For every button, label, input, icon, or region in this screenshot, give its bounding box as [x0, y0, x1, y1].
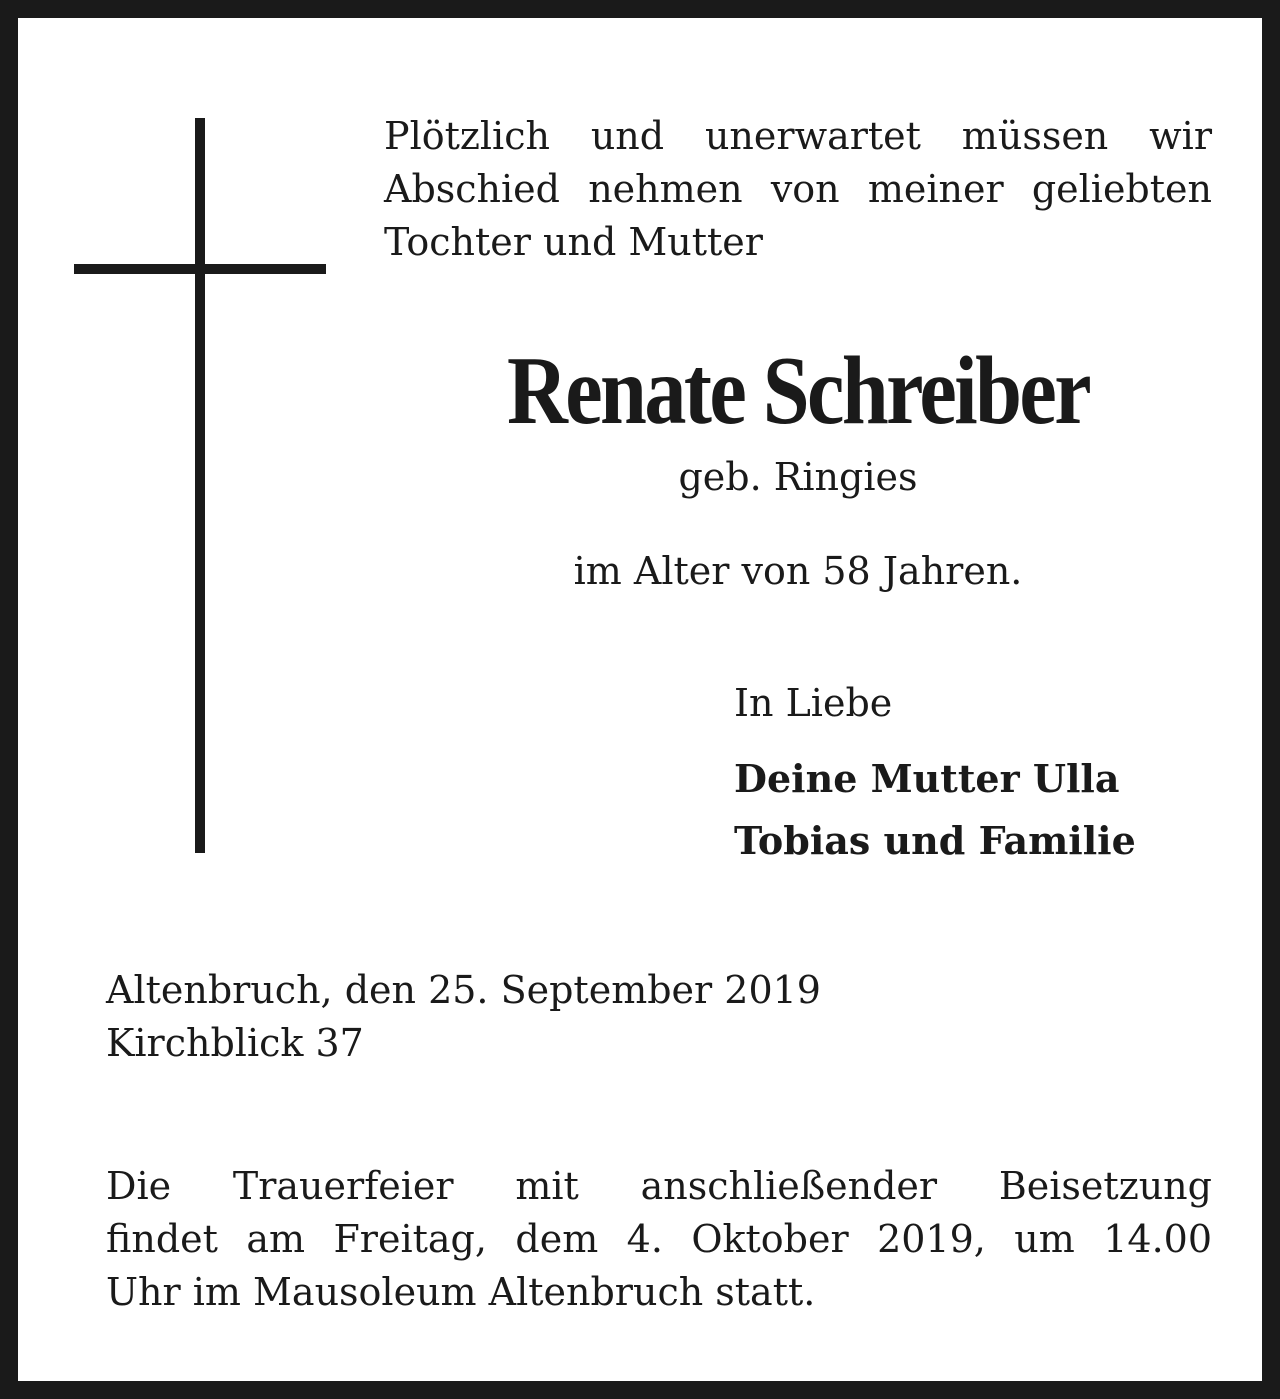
intro-line: Plötzlich und unerwartet müssen wir — [384, 114, 1212, 158]
mourners-list — [734, 748, 1136, 872]
mourners-intro: In Liebe — [734, 681, 893, 725]
ceremony-line: Die Trauerfeier mit anschließender Beisetzung — [106, 1164, 1212, 1208]
mourner-line: Deine Mutter Ulla — [734, 756, 1120, 801]
ceremony-line: findet am Freitag, dem 4. Oktober 2019, um 14.00 — [106, 1217, 1212, 1261]
intro-line: Abschied nehmen von meiner geliebten — [384, 167, 1212, 211]
ceremony-line: Uhr im Mausoleum Altenbruch statt. — [106, 1270, 816, 1314]
location-block — [106, 964, 821, 1070]
ceremony-text — [106, 1160, 1212, 1319]
mourner-line: Tobias und Familie — [734, 818, 1136, 863]
cross-vertical-bar — [195, 118, 205, 853]
intro-text — [384, 110, 1212, 269]
place-date: Altenbruch, den 25. September 2019 — [106, 968, 821, 1012]
deceased-name: Renate Schreiber — [506, 337, 1090, 445]
address: Kirchblick 37 — [106, 1021, 364, 1065]
maiden-name: geb. Ringies — [678, 455, 918, 499]
age-text: im Alter von 58 Jahren. — [573, 549, 1023, 593]
intro-line: Tochter und Mutter — [384, 220, 763, 264]
cross-horizontal-bar — [74, 264, 326, 274]
